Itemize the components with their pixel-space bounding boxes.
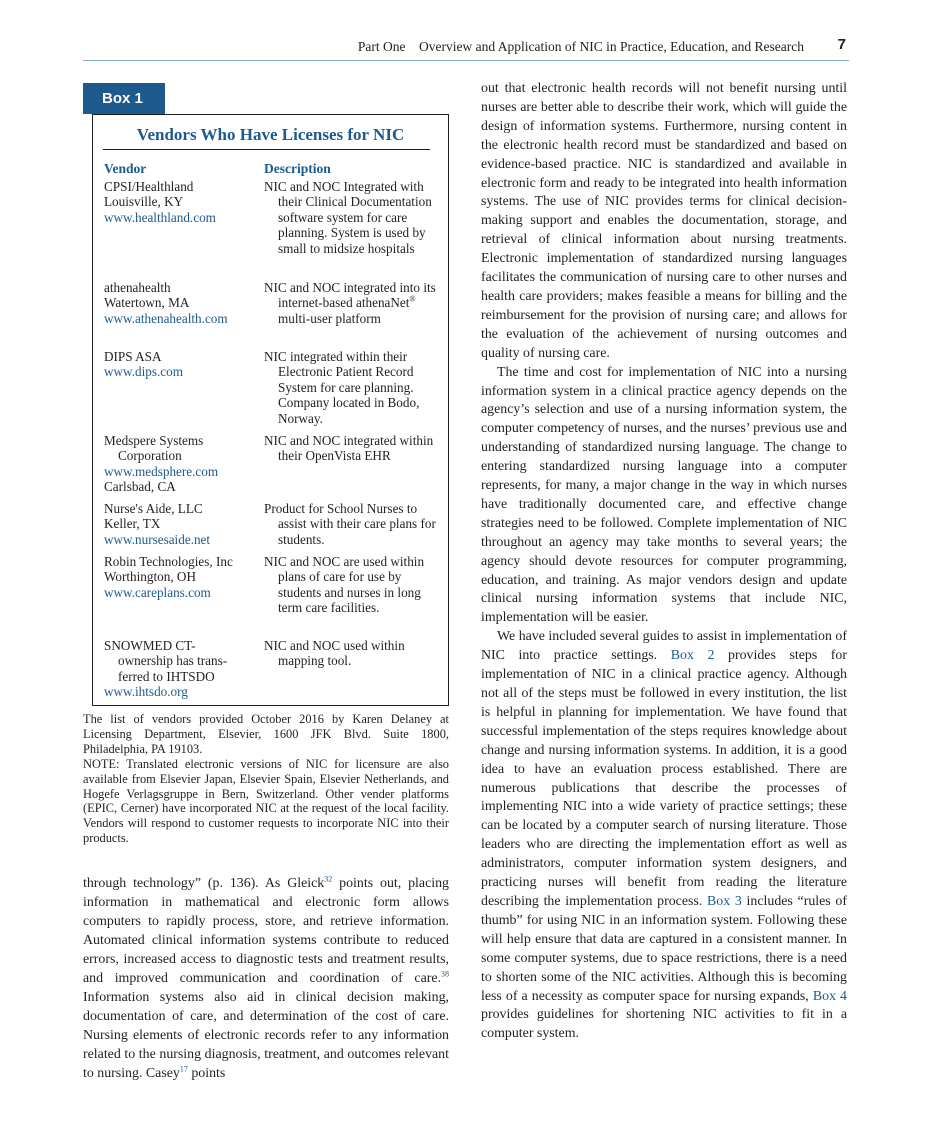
text-run: provides guidelines for shortening NIC activities to fit in a computer system.: [481, 1007, 847, 1042]
vendor-name: Medspere Systems: [104, 433, 204, 448]
vendor-entry: [104, 349, 254, 380]
vendor-entry: [104, 638, 254, 700]
vendor-entry: [104, 179, 254, 225]
box-footnote: [83, 712, 449, 846]
vendor-column-heading: Vendor: [104, 161, 147, 176]
text-run: includes “rules of thumb” for using NIC in an information system. Following these will help ensure that data are captured in a consistent manner. In some computer systems, due to space restrictions, there is a need to shorten some of the NIC activities. Although this is becoming less of a necessity as computer space for nursing expands,: [481, 893, 847, 1004]
vendor-name: Nurse's Aide, LLC: [104, 501, 203, 516]
vendor-location: Carlsbad, CA: [104, 479, 176, 495]
box-2-link[interactable]: Box 2: [670, 648, 715, 664]
vendor-url-link[interactable]: www.healthland.com: [104, 209, 216, 225]
vendor-name: athenahealth: [104, 280, 171, 295]
vendor-url-link[interactable]: www.ihtsdo.org: [104, 684, 188, 700]
vendor-entry: [104, 554, 254, 600]
vendor-entry: [104, 280, 254, 326]
box-4-link[interactable]: Box 4: [812, 988, 848, 1004]
translated-versions-note: NOTE: Translated electronic versions of NIC for licensure are also available from Elsevier Japan, Elsevier Spain, Elsevier Netherlands, and Hogefe Verlagsgruppe in Bern, Switzerland. Other vender platforms (EPIC, Cerner) have incorporated NIC at the request of the local facility. Vendors will respond to customer requests to incorporate NIC into their products.: [83, 756, 449, 846]
box-title: Vendors Who Have Licenses for NIC: [136, 125, 405, 144]
vendor-location: Keller, TX: [104, 516, 161, 532]
header-rule: [83, 60, 849, 61]
body-paragraph: out that electronic health records will not benefit nursing until nurses are better able to describe their work, which will guide the design of information systems. Furthermore, nursing content in the electronic health record must be standardized and based on evidence-based practice. NIC is standardized and available in electronic form and ready to be integrated into health information systems. The use of NIC provides terms for clinical decision-making support and enables the documentation, storage, and retrieval of clinical information about nursing treatments. Electronic implementation of standardized nursing languages facilitates the communication of nursing care to other nurses and health care providers; makes feasible a means for billing and the reimbursement for the provision of nursing care; and allows for the evaluation of the achievement of nursing outcomes and quality of nursing care.: [481, 81, 847, 361]
running-header: [348, 36, 848, 58]
box-label: Box 1: [83, 83, 165, 114]
vendor-description: NIC integrated within their Electronic Patient Record System for care planning. Company located in Bodo, Norway.: [264, 349, 420, 426]
reference-link[interactable]: 32: [324, 874, 333, 884]
text-run: Information systems also aid in clinical decision making, documentation of care, and determination of the cost of care. Nursing elements of electronic records refer to any information related to the nursing diagnosis, treatment, and outcomes relevant to nursing. Casey: [83, 990, 449, 1081]
vendor-location: Louisville, KY: [104, 194, 184, 210]
description-text: multi-user platform: [278, 310, 381, 326]
vendor-name-continued: ownership has trans-: [118, 653, 228, 669]
left-column-text: [83, 874, 449, 1083]
vendor-url-link[interactable]: www.dips.com: [104, 364, 183, 380]
body-paragraph: [83, 874, 449, 1083]
reference-link[interactable]: 17: [179, 1064, 188, 1074]
text-run: points: [187, 1066, 226, 1081]
vendor-description: NIC and NOC integrated within their OpenVista EHR: [264, 433, 434, 464]
right-column-text: [481, 80, 847, 1044]
vendor-entry: [104, 501, 254, 547]
text-run: We have included several guides to assist in implementation of NIC into practice settings.: [481, 629, 847, 664]
vendor-name-continued: ferred to IHTSDO: [118, 668, 215, 684]
vendor-name: DIPS ASA: [104, 349, 162, 364]
vendor-url-link[interactable]: www.medsphere.com: [104, 463, 219, 479]
text-run: provides steps for implementation of NIC in a clinical practice agency. Although not all of the steps must be followed in every institution, the list is helpful in planning for implementation. We have found that successful implementation of the steps requires knowledge about change and nursing information systems. In addition, it is a good idea to have an evaluation process established. There are numerous publications that describe the processes of implementing NIC into a wide variety of practice settings; these can be located by a computer search of nursing literature. Those leaders who are directing the implementation effort as well as administrators, computer information system designers, and practicing nurses will benefit from reading the literature describing the implementation process.: [481, 648, 848, 909]
vendor-description: NIC and NOC Integrated with their Clinical Documentation software system for care planning. System is used by small to midsize hospitals: [264, 179, 432, 256]
vendor-name: SNOWMED CT-: [104, 638, 196, 653]
box-3-link[interactable]: Box 3: [707, 893, 742, 909]
vendor-location: Worthington, OH: [104, 569, 196, 585]
vendor-location: Watertown, MA: [104, 295, 190, 311]
reference-link[interactable]: 38: [441, 969, 449, 979]
vendor-description: NIC and NOC used within mapping tool.: [264, 638, 405, 669]
text-run: points out, placing information in mathematical and electronic form allows computers to rapidly process, store, and retrieve information. Automated clinical information systems contribute to reduced errors, increased access to diagnostic tests and treatment results, and improved communication and coordination of care.: [83, 876, 449, 986]
vendor-name-continued: Corporation: [118, 448, 182, 464]
vendor-description: [264, 280, 436, 326]
vendor-entry: [104, 433, 254, 495]
vendor-description: NIC and NOC are used within plans of care for use by students and nurses in long term care facilities.: [264, 554, 425, 616]
page-number: 7: [837, 36, 846, 53]
box-title-rule: [103, 149, 430, 150]
vendor-list-source-note: The list of vendors provided October 2016 by Karen Delaney at Licensing Department, Elsevier, 1600 JFK Blvd. Suite 1800, Philadelphia, PA 19103.: [83, 712, 449, 756]
registered-mark: ®: [409, 295, 416, 305]
text-run: through technology” (p. 136). As Gleick: [83, 876, 325, 891]
vendor-url-link[interactable]: www.athenahealth.com: [104, 310, 228, 326]
vendor-name: Robin Technologies, Inc: [104, 554, 233, 569]
running-head-text: Part One Overview and Application of NIC in Practice, Education, and Research: [357, 39, 804, 54]
vendor-url-link[interactable]: www.nursesaide.net: [104, 531, 211, 547]
vendor-name: CPSI/Healthland: [104, 179, 194, 194]
description-column-heading: Description: [264, 161, 331, 176]
body-paragraph: [481, 628, 847, 1044]
vendor-box: [92, 114, 449, 706]
description-text: NIC and NOC integrated into its internet-based athenaNet: [264, 280, 436, 311]
vendor-description: Product for School Nurses to assist with their care plans for students.: [264, 501, 436, 547]
vendor-url-link[interactable]: www.careplans.com: [104, 584, 211, 600]
body-paragraph: The time and cost for implementation of NIC into a nursing information system in a clinical practice agency depends on the agency’s selection and use of a nursing information system, the computer competency of nurses, and the nurses’ previous use and understanding of standardized nursing language. The change to entering standardized nursing language into a computer represents, for many, a major change in the way in which nurses have traditionally documented care, and effective change strategies need to be followed. Complete implementation of NIC throughout an agency may take months to several years; the agency should devote resources for computer programming, education, and training. As major vendors design and update clinical nursing information systems that include NIC, implementation will be easier.: [481, 364, 847, 626]
